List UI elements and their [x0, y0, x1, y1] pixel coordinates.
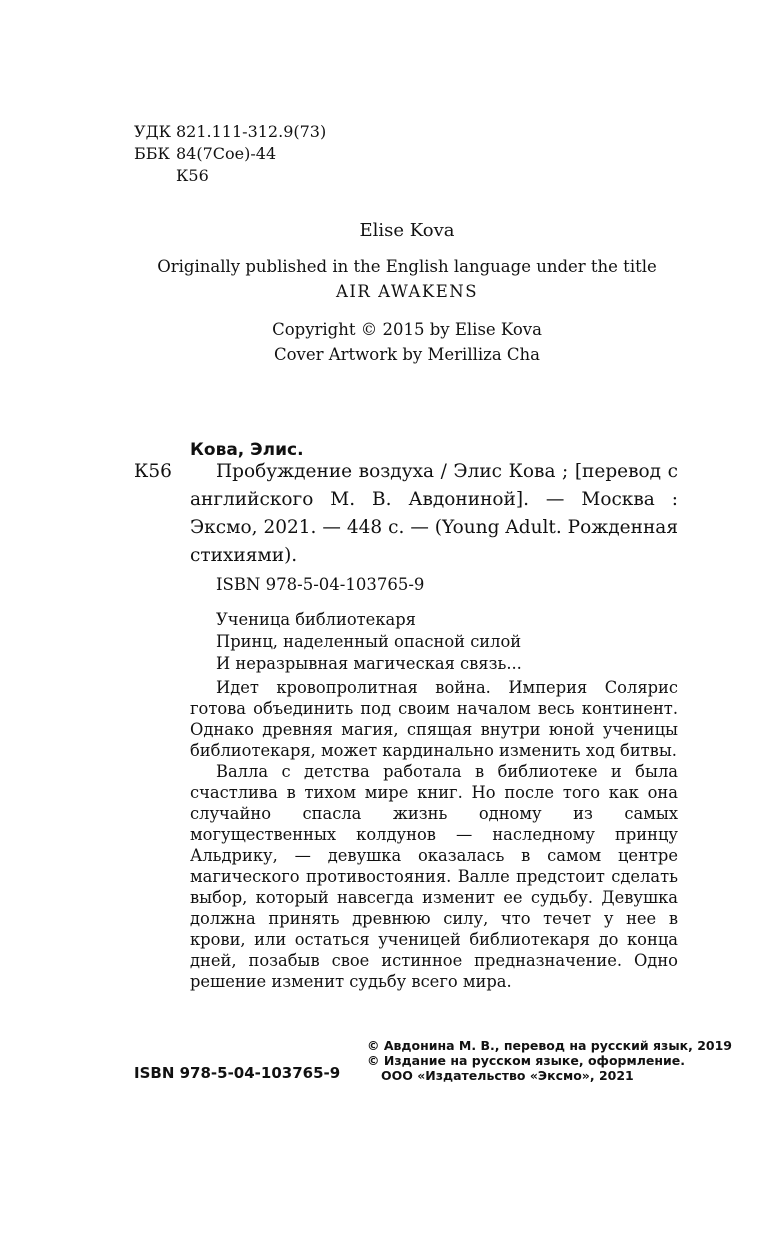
teaser-line-3: И неразрывная магическая связь...	[216, 654, 522, 673]
footer-copyright-2: © Издание на русском языке, оформление.	[367, 1053, 685, 1068]
bbk-value: 84(7Сое)-44	[176, 144, 277, 163]
udk-label: УДК	[134, 122, 171, 141]
author-sign: К56	[176, 166, 209, 185]
teaser-line-1: Ученица библиотекаря	[216, 610, 416, 629]
udk-row	[134, 121, 326, 143]
copyright-line: Copyright © 2015 by Elise Kova	[272, 320, 542, 339]
footer-copyright-block	[367, 1038, 732, 1083]
catalog-heading: Кова, Элис.	[190, 440, 304, 460]
footer-copyright-3: ООО «Издательство «Эксмо», 2021	[381, 1068, 634, 1083]
teaser-line-2: Принц, наделенный опасной силой	[216, 632, 522, 651]
classification-block	[134, 121, 326, 187]
bbk-label: ББК	[134, 144, 170, 163]
original-author: Elise Kova	[359, 220, 455, 241]
original-published-note: Originally published in the English language under the title	[157, 257, 657, 276]
annotation	[190, 677, 678, 992]
catalog-isbn: ISBN 978-5-04-103765-9	[216, 575, 425, 594]
bbk-row	[134, 143, 326, 165]
teaser-block	[216, 609, 522, 675]
footer-copyright-1: © Авдонина М. В., перевод на русский язык, 2019	[367, 1038, 732, 1053]
footer-isbn: ISBN 978-5-04-103765-9	[134, 1064, 341, 1082]
original-title: AIR AWAKENS	[335, 282, 478, 301]
author-sign-row	[134, 165, 326, 187]
udk-value: 821.111-312.9(73)	[176, 122, 327, 141]
annotation-paragraph-1: Идет кровопролитная война. Империя Солярис готова объединить под своим началом весь континент. Однако древняя магия, спящая внутри юной ученицы библиотекаря, может кардинально изменить ход битвы.	[190, 678, 678, 760]
annotation-paragraph-2: Валла с детства работала в библиотеке и была счастлива в тихом мире книг. Но после того как она случайно спасла жизнь одному из самых могущественных колдунов — наследному принцу Альдрику, — девушка оказалась в самом центре магического противостояния. Валле предстоит сделать выбор, который навсегда изменит ее судьбу. Девушка должна принять древнюю силу, что течет у нее в крови, или остаться ученицей библиотекаря до конца дней, позабыв свое истинное предназначение. Одно решение изменит судьбу всего мира.	[190, 762, 678, 991]
cover-credit: Cover Artwork by Merilliza Cha	[273, 345, 541, 364]
catalog-author-sign: К56	[134, 461, 172, 482]
catalog-description: Пробуждение воздуха / Элис Кова ; [перевод с английского М. В. Авдониной]. — Москва : Эксмо, 2021. — 448 с. — (Young Adult. Рожденная стихиями).	[190, 461, 678, 566]
